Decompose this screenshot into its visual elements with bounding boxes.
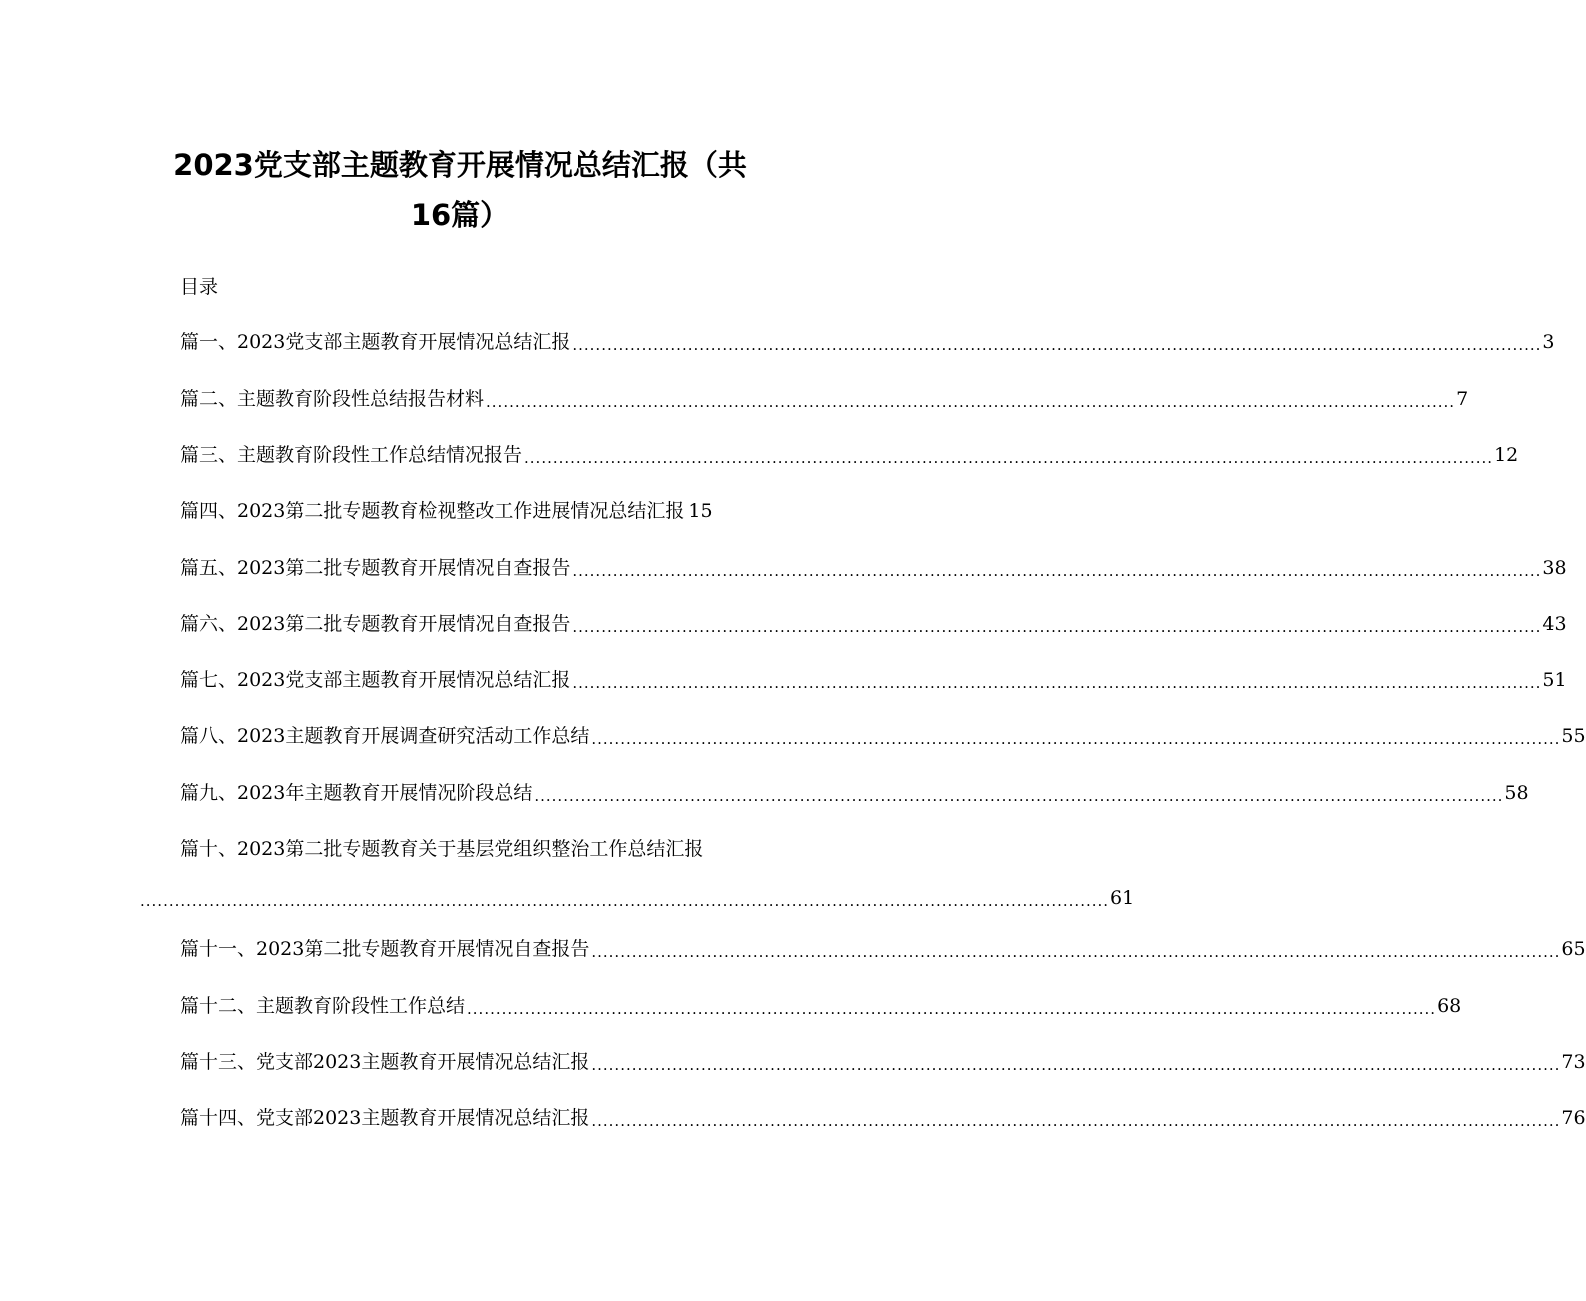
toc-leader-dots: ........................................................................................................................................................................ (534, 787, 1504, 805)
toc-leader-dots: ........................................................................................................................................................................ (591, 730, 1561, 748)
toc-leader-dots: ........................................................................................................................................................................ (572, 336, 1542, 354)
toc-entry-page: 73 (1561, 1051, 1586, 1073)
toc-entry-label: 篇五、2023第二批专题教育开展情况自查报告 (180, 557, 571, 579)
toc-entry-label: 篇九、2023年主题教育开展情况阶段总结 (180, 782, 533, 804)
toc-entry-2[interactable] (180, 385, 1469, 413)
toc-entry-13[interactable] (180, 1048, 1586, 1076)
toc-entry-8[interactable] (180, 722, 1586, 750)
toc-leader-dots: ........................................................................................................................................................................ (467, 1000, 1437, 1018)
toc-entry-page: 51 (1542, 669, 1567, 691)
toc-leader-dots: ........................................................................................................................................................................ (591, 1112, 1561, 1130)
toc-entry-page: 7 (1456, 388, 1469, 410)
toc-leader-dots: ........................................................................................................................................................................ (591, 1056, 1561, 1074)
toc-entry-page: 38 (1542, 557, 1567, 579)
toc-leader-dots: ........................................................................................................................................................................ (486, 393, 1456, 411)
toc-entry-label: 篇六、2023第二批专题教育开展情况自查报告 (180, 613, 571, 635)
toc-entry-label: 篇一、2023党支部主题教育开展情况总结汇报 (180, 331, 571, 353)
toc-entry-label: 篇二、主题教育阶段性总结报告材料 (180, 388, 485, 410)
toc-entry-label: 篇三、主题教育阶段性工作总结情况报告 (180, 444, 523, 466)
toc-entry-14[interactable] (180, 1104, 1586, 1132)
toc-entry-page: 61 (1110, 887, 1135, 909)
toc-entry-label: 篇七、2023党支部主题教育开展情况总结汇报 (180, 669, 571, 691)
toc-entry-page: 55 (1561, 725, 1586, 747)
toc-entry-10[interactable] (180, 835, 780, 863)
toc-entry-label: 篇十一、2023第二批专题教育开展情况自查报告 (180, 938, 590, 960)
toc-entry-page: 76 (1561, 1107, 1586, 1129)
toc-entry-6[interactable] (180, 610, 1567, 638)
toc-entry-page: 58 (1504, 782, 1529, 804)
toc-entry-page: 43 (1542, 613, 1567, 635)
toc-entry-page: 65 (1561, 938, 1586, 960)
toc-entry-3[interactable] (180, 441, 1519, 469)
toc-entry-11[interactable] (180, 935, 1586, 963)
toc-entry-page: 68 (1437, 995, 1462, 1017)
toc-entry-page: 15 (688, 500, 713, 522)
document-title-line-1: 2023党支部主题教育开展情况总结汇报（共 (173, 148, 747, 182)
document-title-line-2: 16篇） (410, 198, 510, 232)
toc-entry-label: 篇四、2023第二批专题教育检视整改工作进展情况总结汇报 (180, 500, 685, 522)
toc-entry-label: 篇十、2023第二批专题教育关于基层党组织整治工作总结汇报 (180, 838, 704, 860)
toc-leader-dots: ........................................................................................................................................................................ (572, 562, 1542, 580)
toc-leader-dots: ........................................................................................................................................................................ (591, 943, 1561, 961)
toc-leader-dots: ........................................................................................................................................................................ (572, 674, 1542, 692)
toc-entry-5[interactable] (180, 554, 1567, 582)
toc-entry-10-continuation[interactable] (138, 884, 1135, 912)
toc-leader-dots: ........................................................................................................................................................................ (140, 892, 1110, 910)
toc-heading: 目录 (180, 276, 219, 298)
toc-entry-4[interactable] (180, 497, 777, 525)
toc-entry-1[interactable] (180, 328, 1555, 356)
toc-entry-9[interactable] (180, 779, 1529, 807)
toc-leader-dots: ........................................................................................................................................................................ (524, 449, 1494, 467)
toc-entry-page: 3 (1542, 331, 1555, 353)
toc-leader-dots: ........................................................................................................................................................................ (572, 618, 1542, 636)
toc-entry-label: 篇十四、党支部2023主题教育开展情况总结汇报 (180, 1107, 590, 1129)
toc-entry-label: 篇十二、主题教育阶段性工作总结 (180, 995, 466, 1017)
toc-entry-label: 篇十三、党支部2023主题教育开展情况总结汇报 (180, 1051, 590, 1073)
toc-entry-7[interactable] (180, 666, 1567, 694)
toc-entry-page: 12 (1494, 444, 1519, 466)
toc-entry-label: 篇八、2023主题教育开展调查研究活动工作总结 (180, 725, 590, 747)
toc-entry-12[interactable] (180, 992, 1462, 1020)
document-title (140, 140, 780, 240)
